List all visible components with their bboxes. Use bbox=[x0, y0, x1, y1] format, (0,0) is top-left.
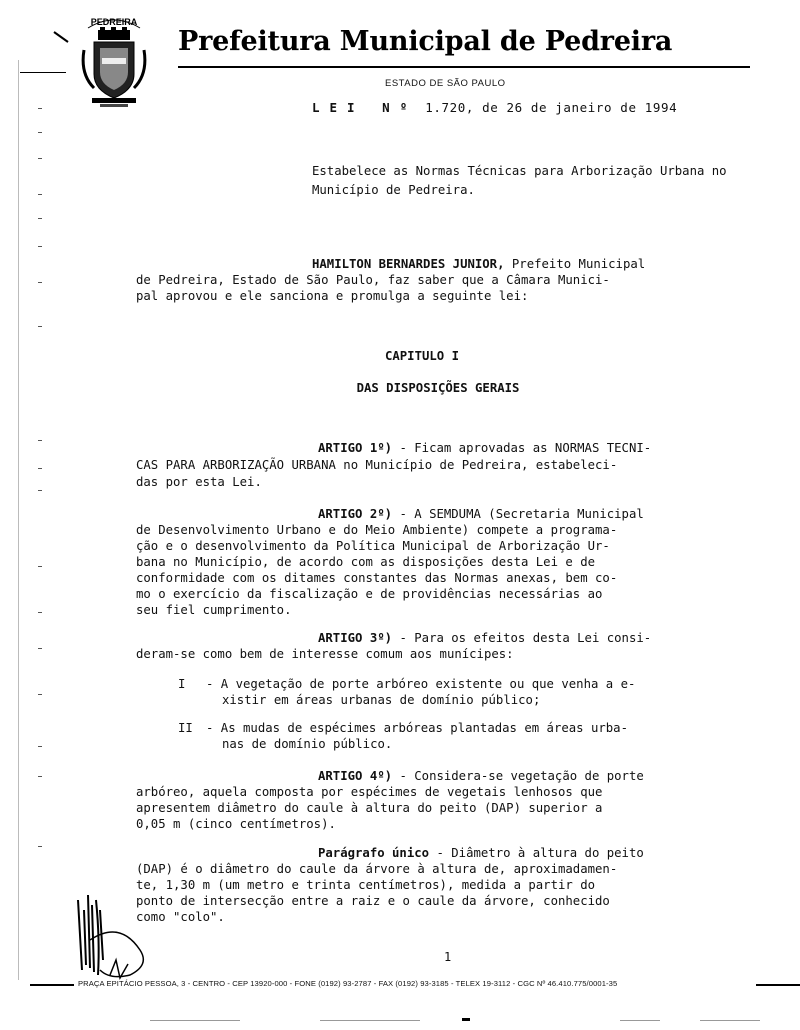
left-margin-line bbox=[18, 60, 19, 980]
margin-tick bbox=[38, 132, 42, 133]
law-heading bbox=[312, 100, 677, 115]
handwritten-signature bbox=[70, 880, 170, 990]
article-3-item-1-line-1: - A vegetação de porte arbóreo existente ou que venha a e- bbox=[206, 677, 636, 691]
footer-rule-left bbox=[30, 984, 74, 986]
preamble-line-3: pal aprovou e ele sanciona e promulga a seguinte lei: bbox=[136, 289, 529, 303]
article-2-label: ARTIGO 2º) bbox=[318, 507, 393, 521]
margin-tick bbox=[38, 846, 42, 847]
paragraph-line-1: Parágrafo único - Diâmetro à altura do peito bbox=[318, 846, 644, 860]
margin-tick bbox=[38, 694, 42, 695]
margin-tick bbox=[38, 648, 42, 649]
mayor-name: HAMILTON BERNARDES JUNIOR, bbox=[312, 257, 505, 271]
margin-tick bbox=[38, 490, 42, 491]
law-prefix: LEI Nº bbox=[312, 100, 418, 115]
city-crest-logo bbox=[80, 14, 148, 110]
article-2-line-3: ção e o desenvolvimento da Política Municipal de Arborização Ur- bbox=[136, 539, 610, 553]
article-4-line-1: ARTIGO 4º) - Considera-se vegetação de porte bbox=[318, 769, 644, 783]
law-summary: Estabelece as Normas Técnicas para Arborização Urbana no Município de Pedreira. bbox=[312, 164, 727, 197]
margin-tick bbox=[38, 326, 42, 327]
margin-tick bbox=[38, 440, 42, 441]
margin-tick bbox=[38, 776, 42, 777]
article-3-item-2-number: II bbox=[178, 721, 193, 735]
margin-tick bbox=[38, 194, 42, 195]
article-1-line-2: CAS PARA ARBORIZAÇÃO URBANA no Município de Pedreira, estabeleci- bbox=[136, 458, 618, 472]
paragraph-label: Parágrafo único bbox=[318, 846, 430, 860]
article-3-label: ARTIGO 3º) bbox=[318, 631, 393, 645]
margin-tick bbox=[38, 566, 42, 567]
scan-artifact bbox=[150, 1020, 240, 1021]
paragraph-line-4: ponto de intersecção entre a raiz e o caule da árvore, conhecido bbox=[136, 894, 610, 908]
margin-tick bbox=[38, 282, 42, 283]
scan-artifact bbox=[320, 1020, 420, 1021]
article-4-line-2: arbóreo, aquela composta por espécimes de vegetais lenhosos que bbox=[136, 785, 603, 799]
article-1-line-3: das por esta Lei. bbox=[136, 475, 262, 489]
article-3-item-2-line-1: - As mudas de espécimes arbóreas plantadas em áreas urba- bbox=[206, 721, 628, 735]
article-2-line-1: ARTIGO 2º) - A SEMDUMA (Secretaria Municipal bbox=[318, 507, 644, 521]
chapter-subtitle: DAS DISPOSIÇÕES GERAIS bbox=[356, 381, 520, 395]
page-number: 1 bbox=[444, 950, 452, 964]
preamble-line-1: HAMILTON BERNARDES JUNIOR, Prefeito Municipal bbox=[312, 257, 646, 271]
scan-artifact bbox=[620, 1020, 660, 1021]
scan-artifact bbox=[462, 1018, 470, 1021]
margin-tick bbox=[38, 246, 42, 247]
header-rule bbox=[178, 66, 750, 68]
paragraph-line-2: (DAP) é o diâmetro do caule da árvore à altura de, aproximadamen- bbox=[136, 862, 618, 876]
footer-rule-right bbox=[756, 984, 800, 986]
article-2-line-7: seu fiel cumprimento. bbox=[136, 603, 292, 617]
crest-text: PEDREIRA bbox=[90, 17, 138, 27]
chapter-title: CAPITULO I bbox=[384, 349, 460, 363]
article-2-line-2: de Desenvolvimento Urbano e do Meio Ambiente) compete a programa- bbox=[136, 523, 618, 537]
article-3-item-1-line-2: xistir em áreas urbanas de domínio público; bbox=[222, 693, 541, 707]
article-4-line-4: 0,05 m (cinco centímetros). bbox=[136, 817, 336, 831]
article-1-line-1: ARTIGO 1º) - Ficam aprovadas as NORMAS TECNI- bbox=[318, 441, 652, 455]
page-title: Prefeitura Municipal de Pedreira bbox=[178, 26, 673, 57]
margin-tick bbox=[38, 746, 42, 747]
article-3-line-1: ARTIGO 3º) - Para os efeitos desta Lei consi- bbox=[318, 631, 652, 645]
article-2-line-6: mo o exercício da fiscalização e de providências necessárias ao bbox=[136, 587, 603, 601]
article-2-line-4: bana no Município, de acordo com as disposições desta Lei e de bbox=[136, 555, 596, 569]
left-rule bbox=[20, 72, 66, 73]
state-label: ESTADO DE SÃO PAULO bbox=[385, 78, 506, 89]
margin-tick bbox=[38, 108, 42, 109]
margin-tick bbox=[38, 612, 42, 613]
article-3-item-1-number: I bbox=[178, 677, 186, 691]
article-1-label: ARTIGO 1º) bbox=[318, 441, 393, 455]
scan-artifact bbox=[700, 1020, 760, 1021]
margin-tick bbox=[38, 218, 42, 219]
margin-mark bbox=[52, 30, 72, 50]
margin-tick bbox=[38, 158, 42, 159]
article-2-line-5: conformidade com os ditames constantes das Normas anexas, bem co- bbox=[136, 571, 618, 585]
preamble-line-2: de Pedreira, Estado de São Paulo, faz saber que a Câmara Munici- bbox=[136, 273, 610, 287]
paragraph-line-5: como "colo". bbox=[136, 910, 225, 924]
paragraph-line-3: te, 1,30 m (um metro e trinta centímetros), medida a partir do bbox=[136, 878, 596, 892]
article-4-label: ARTIGO 4º) bbox=[318, 769, 393, 783]
law-number-date: 1.720, de 26 de janeiro de 1994 bbox=[425, 100, 678, 115]
article-3-item-2-line-2: nas de domínio público. bbox=[222, 737, 393, 751]
article-4-line-3: apresentem diâmetro do caule à altura do peito (DAP) superior a bbox=[136, 801, 603, 815]
margin-tick bbox=[38, 468, 42, 469]
footer-address: PRAÇA EPITÁCIO PESSOA, 3 - CENTRO - CEP 13920-000 - FONE (0192) 93-2787 - FAX (0192) 93-3185 - TELEX 19-3112 - CGC Nº 46.410.775/0001-35 bbox=[78, 979, 618, 988]
article-3-line-2: deram-se como bem de interesse comum aos munícipes: bbox=[136, 647, 514, 661]
